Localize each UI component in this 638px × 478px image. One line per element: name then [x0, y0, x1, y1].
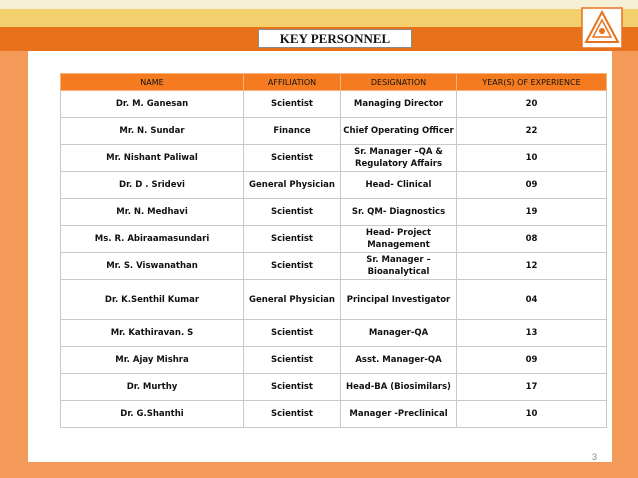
- cell-experience: 09: [457, 172, 607, 199]
- cell-experience: 20: [457, 91, 607, 118]
- cell-designation: Asst. Manager-QA: [341, 347, 457, 374]
- column-header-experience: YEAR(S) OF EXPERIENCE: [457, 74, 607, 91]
- cell-affiliation: Scientist: [244, 320, 341, 347]
- cell-experience: 04: [457, 280, 607, 320]
- table-row: [61, 374, 607, 401]
- key-personnel-table: [60, 73, 607, 428]
- cell-designation: Manager -Preclinical: [341, 401, 457, 428]
- table-header-row: [61, 74, 607, 91]
- cell-affiliation: Scientist: [244, 401, 341, 428]
- cell-name: Mr. S. Viswanathan: [61, 253, 244, 280]
- cell-affiliation: Scientist: [244, 145, 341, 172]
- left-border-band: [0, 51, 28, 478]
- cell-affiliation: Scientist: [244, 199, 341, 226]
- top-yellow-band: [0, 9, 638, 27]
- column-header-designation: DESIGNATION: [341, 74, 457, 91]
- cell-name: Ms. R. Abiraamasundari: [61, 226, 244, 253]
- cell-experience: 10: [457, 401, 607, 428]
- table-row: [61, 320, 607, 347]
- table-row: [61, 253, 607, 280]
- cell-name: Dr. K.Senthil Kumar: [61, 280, 244, 320]
- cell-affiliation: Scientist: [244, 347, 341, 374]
- table-row: [61, 199, 607, 226]
- cell-affiliation: Scientist: [244, 374, 341, 401]
- cell-name: Mr. N. Medhavi: [61, 199, 244, 226]
- cell-designation: Sr. QM- Diagnostics: [341, 199, 457, 226]
- cell-designation: Head- Clinical: [341, 172, 457, 199]
- cell-name: Mr. Nishant Paliwal: [61, 145, 244, 172]
- cell-affiliation: Finance: [244, 118, 341, 145]
- cell-experience: 19: [457, 199, 607, 226]
- cell-experience: 22: [457, 118, 607, 145]
- cell-designation: Manager-QA: [341, 320, 457, 347]
- cell-experience: 10: [457, 145, 607, 172]
- cell-experience: 13: [457, 320, 607, 347]
- cell-affiliation: General Physician: [244, 280, 341, 320]
- cell-affiliation: Scientist: [244, 226, 341, 253]
- cell-designation: Managing Director: [341, 91, 457, 118]
- cell-name: Dr. D . Sridevi: [61, 172, 244, 199]
- table-row: [61, 118, 607, 145]
- table-row: [61, 172, 607, 199]
- table-row: [61, 401, 607, 428]
- cell-designation: Sr. Manager –QA & Regulatory Affairs: [341, 145, 457, 172]
- cell-name: Mr. N. Sundar: [61, 118, 244, 145]
- bottom-border-band: [0, 462, 638, 478]
- column-header-name: NAME: [61, 74, 244, 91]
- cell-affiliation: Scientist: [244, 91, 341, 118]
- cell-name: Mr. Kathiravan. S: [61, 320, 244, 347]
- cell-name: Dr. M. Ganesan: [61, 91, 244, 118]
- cell-name: Dr. Murthy: [61, 374, 244, 401]
- column-header-affiliation: AFFILIATION: [244, 74, 341, 91]
- cell-name: Dr. G.Shanthi: [61, 401, 244, 428]
- cell-experience: 08: [457, 226, 607, 253]
- cell-designation: Head- Project Management: [341, 226, 457, 253]
- company-logo-icon: [580, 6, 624, 50]
- cell-affiliation: Scientist: [244, 253, 341, 280]
- cell-designation: Sr. Manager – Bioanalytical: [341, 253, 457, 280]
- page-number: 3: [592, 452, 598, 462]
- right-border-band: [612, 51, 638, 478]
- table-row: [61, 145, 607, 172]
- cell-experience: 12: [457, 253, 607, 280]
- cell-designation: Chief Operating Officer: [341, 118, 457, 145]
- cell-affiliation: General Physician: [244, 172, 341, 199]
- table-row: [61, 347, 607, 374]
- cell-designation: Principal Investigator: [341, 280, 457, 320]
- top-light-band: [0, 0, 638, 9]
- table-row: [61, 226, 607, 253]
- cell-name: Mr. Ajay Mishra: [61, 347, 244, 374]
- cell-experience: 17: [457, 374, 607, 401]
- table-row: [61, 280, 607, 320]
- cell-experience: 09: [457, 347, 607, 374]
- slide-title: KEY PERSONNEL: [258, 29, 412, 48]
- cell-designation: Head-BA (Biosimilars): [341, 374, 457, 401]
- table-row: [61, 91, 607, 118]
